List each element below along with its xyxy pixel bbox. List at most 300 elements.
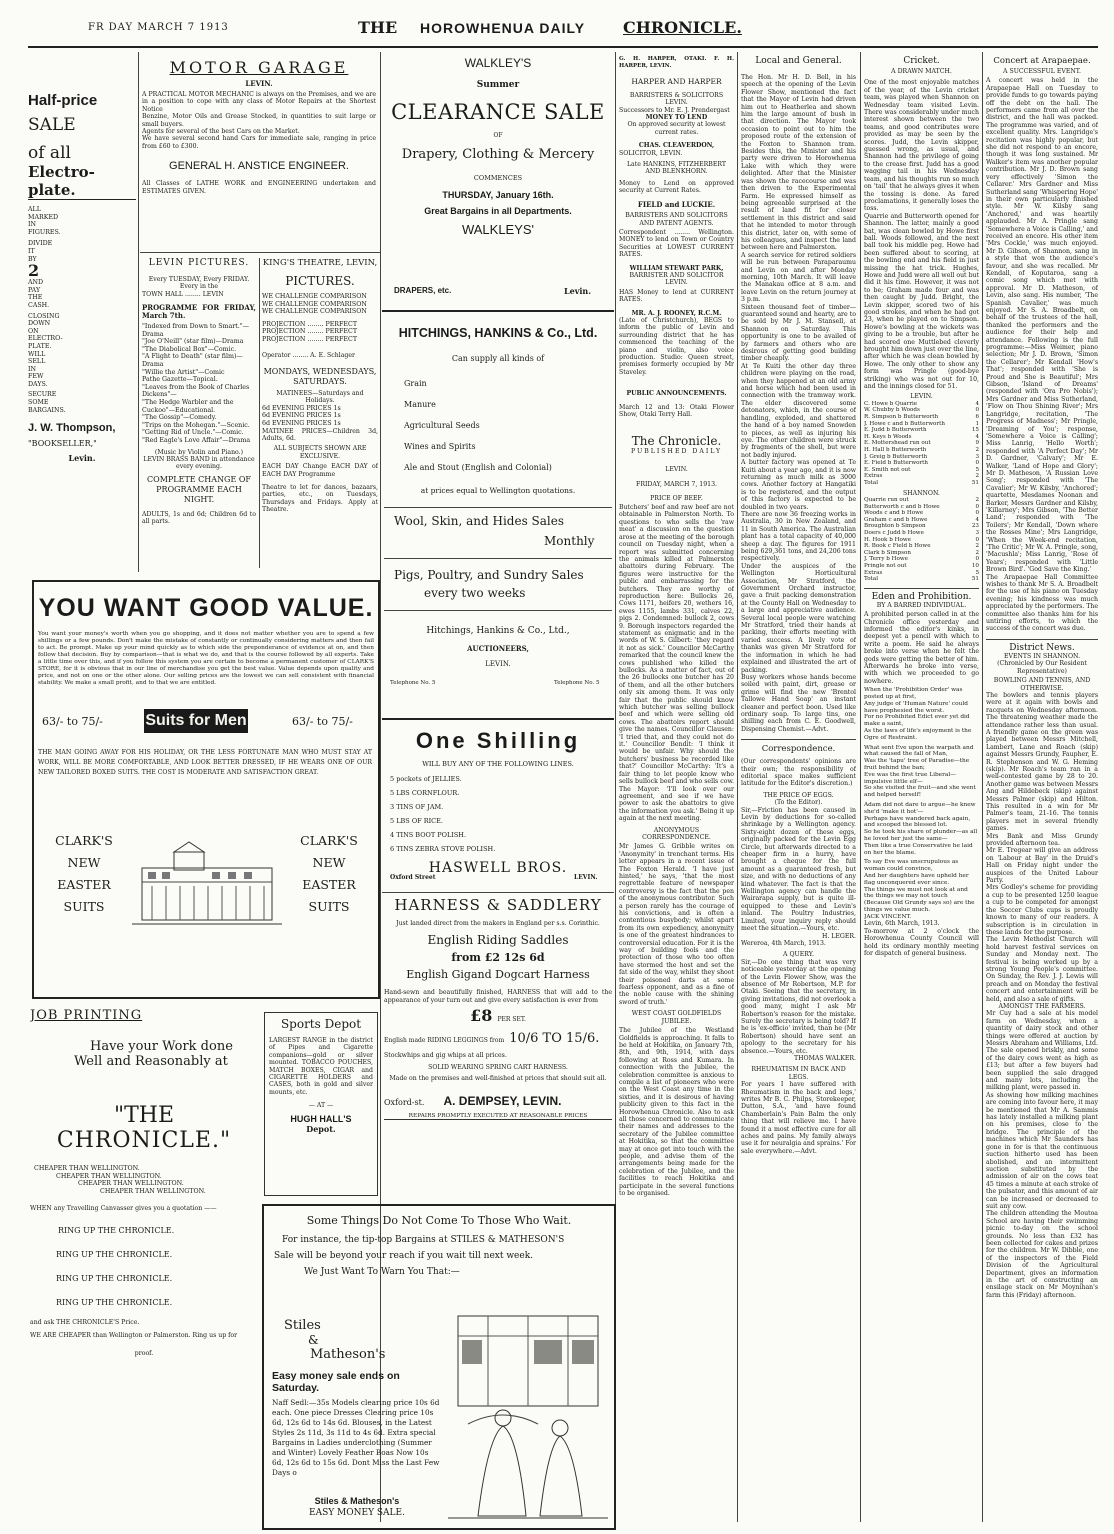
haswell-bros: HASWELL BROS. xyxy=(428,860,568,876)
local-body3: Sixteen thousand feet of timber—guaranteed sound and hearty, are to be sold by Mr J. M. Stansell, at Shannon on Saturday. This opportunity is one to be availed of by farmers and others who are desirous of getting good building timber cheaply. xyxy=(741,303,856,363)
stiles-body: Naff Sedl:—35s Models clearing price 10s 6d each. One piece Dresses Clearing price 10s 6d, 12s 6d to 14s 6d. Blouses, in the Latest Styles 2s 11d, 3s 11d to 4s 6d. Extra special Bargains in Ladies underclothing (Summer and Winter) Lovely Feather Boas Now 10s 6d, 12s 6d to 15s 6d. Dont Miss the Last Few Days o xyxy=(272,1398,440,1477)
concert-sub: A SUCCESSFUL EVENT. xyxy=(1003,68,1081,75)
batsman-runs: 3 xyxy=(975,529,979,536)
cricket-title: Cricket. xyxy=(903,56,940,66)
batsman-name: Total xyxy=(864,480,879,486)
coalfields-title: WEST COAST GOLDFIELDS JUBILEE. xyxy=(631,1010,722,1025)
local-title: Local and General. xyxy=(755,56,842,66)
levin-score-row xyxy=(864,454,979,461)
hitchings-telephone-left: Telephone No. 5 xyxy=(390,680,436,686)
job-cheaper-final: WE ARE CHEAPER than Wellington or Palmerston. Ring us up for xyxy=(30,1332,238,1340)
harness-sign xyxy=(384,1090,612,1109)
stiles-line3: We Just Want To Warn You That:— xyxy=(304,1267,460,1277)
chronicle-town: LEVIN. xyxy=(665,465,688,473)
cricket-column xyxy=(864,56,979,1522)
job-line2: Well and Reasonably at xyxy=(74,1054,228,1069)
eggs-sign: H. LEGER. xyxy=(821,932,856,940)
harness-oxford: Oxford-st. xyxy=(384,1098,425,1108)
job-chronicle: CHRONICLE." xyxy=(56,1128,232,1153)
harness-leggings-price: 10/6 TO 15/6. xyxy=(509,1031,600,1047)
thompson-name: J. W. Thompson, xyxy=(28,422,116,435)
eden-poem xyxy=(864,687,979,920)
batsman-runs: 4 xyxy=(975,516,979,523)
poem-line: JACK VINCENT. xyxy=(864,913,912,920)
thompson-trade: "BOOKSELLER," xyxy=(28,439,97,449)
stiles-logo: Stiles & Matheson's xyxy=(284,1318,386,1362)
poem-line: Was the 'tapu' tree of Paradise—the fruit behind the ban; xyxy=(864,758,970,771)
local-body7: Under the auspices of the Wellington Horticultural Association, Mr Stratford, the Government Orchard instructor, gave a fruit packing demonstration at the County Hall on Wednesday to a large and appreciative audience. Several local people were watching Mr Stratford, tried their hands at packing, their efforts meeting with varied success. A lively vote of thanks was given Mr Stratford for the information in which he had explained and illustrated the art of packing. xyxy=(741,562,856,674)
eden-sub: BY A BARRED INDIVIDUAL. xyxy=(876,601,967,609)
batsman-name: J. Howe c and b Butterworth xyxy=(864,420,945,427)
rooney-body: (Late of Christchurch), BEGS to inform the public of Levin and surrounding district that he has commenced the teaching of the piano and violin, also voice production. Studio: Queen street, premises formerly occupied by Mr Staveley. xyxy=(619,316,734,376)
levin-score-row xyxy=(864,467,979,474)
batsman-name: Butterworth c and b Howe xyxy=(864,503,940,510)
concert-body: A concert was held in the Arapaepae Hall on Tuesday to provide funds to go towards paying off the debt on the hall. The performers came from all over the district, and the hall was packed. The programme was varied, and of excellent quality. Mrs. Langridge's recitation was highly popular, but she did not respond to an encore, though it was long sustained. Mr Walker's item was another popular contribution. Mr J. D. Brown sang very effectively 'Simon the Cellarer.' Mrs Gardner and Miss Sutherland sang 'Whispering Hope' in their own particularly finished style. Mr W. Kilsby sang 'Anchored,' and was heartily applauded. Mr A. Pringle sang 'Somewhere a Voice is Calling,' and received an encore. His other item 'Mrs Cockle,' was much enjoyed. Mr D. Gibson, of Shannon, sang in a style that won the audience's favour, and she was recalled. Mr Kendall, of Koputaroa, sang a comic song which met with approval. Mr D. Matheson, of Levin, also sang. His number, 'The Spanish Cavalier,' was much enjoyed. Mr S. A. Broadbelt, on behalf of the trustees of the hall, thanked the performers and the audience for their help and attendance. Following is the full programme:—Miss Weimer, piano selection; Mr J. D. Brown, 'Simon the Cellarer'; Mr Kendall 'How's That'; responded with 'She is Proud and She is Beautiful'; Mrs Gibson, 'Island of Dreams' (responded with 'Ora Pro Nobis'); Mrs Gardner and Miss Sutherland, 'Flow on Thou Shining River'; Mrs Langridge, recitation, 'The Progress of Madness'; Mr Pringle, 'Dreaming of You'; response, 'Somewhere a Voice is Calling'; Miss Lanrig, 'Hello Worth'; responded with 'A Perfect Day'; Mr D. Gardner, 'Calvary'; Mr E. Walker, 'Land of Hope and Glory'; Mr D. Matheson, 'A Russian Love Song'; responded with 'The Cavalier'; Mr W. Kilsby, 'Anchored'; quartette, Mesdames Noonan and Barker, Messrs Gardner and Kilsby, 'Killarney'; Mrs Gibson, 'The Better Land'; responded with 'The Toilers'; Mr Kendall, 'Down where the Rosses Mine'; Mrs Langridge, 'When the Week-end recitation, 'The Critic'; Mr W. A. Pringle, song, 'Macushla'; Miss Lanrig, 'Rose of Years'; responded with 'Little Brown Bird'. 'God Save the King.' xyxy=(986,77,1098,574)
levin-pictures-items: "Indexed from Down to Smart."— Drama "Joe O'Neill" (star film)—Drama "The Diabolical Box"—Comic. "A Flight to Death" (star film)— Drama "Willie the Artist"—Comic Pathe Gazette—Topical. "Leaves from the Book of Charles Dickens"— "The Hedge Warbler and the Cuckoo"—Educational. "The Gossip"—Comedy. "Trips on the Mohegan."—Scenic. "Getting Rid of Uncle."—Comic. "Red Eagle's Love Affair"—Drama xyxy=(142,323,251,444)
sale: SALE xyxy=(28,115,76,135)
col-rule-6 xyxy=(982,52,983,1522)
batsman-name: Graham c and b Howe xyxy=(864,516,928,523)
hitchings-levin: LEVIN. xyxy=(485,660,511,668)
stiles-line2: Sale will be beyond your reach if you wait till next week. xyxy=(274,1251,534,1261)
walkley-date: THURSDAY, January 16th. xyxy=(442,190,554,200)
batsman-runs: 2 xyxy=(975,473,979,480)
batsman-runs: 15 xyxy=(971,427,979,434)
public-body: March 12 and 13: Otaki Flower Show, Otaki Terry Hall. xyxy=(619,403,734,419)
concert-title: Concert at Arapaepae. xyxy=(993,56,1091,66)
hitchings-monthly: Monthly xyxy=(544,534,595,548)
harness-landed: Just landed direct from the makers in England per s.s. Corinthic. xyxy=(396,920,600,927)
cricket-shannon-title: SHANNON. xyxy=(903,489,940,497)
divider xyxy=(384,507,612,508)
job-ring-list: RING UP THE CHRONICLE. RING UP THE CHRONICLE. RING UP THE CHRONICLE. RING UP THE CHRONICLE. xyxy=(56,1225,175,1307)
batsman-runs: 5 xyxy=(975,466,979,473)
rheum-title: RHEUMATISM IN BACK AND LEGS. xyxy=(751,1066,846,1081)
coalfields-body: The Jubilee of the Westland Goldfields is approaching. It falls to be held at Hokitika, on January 7th, 8th, and 9th, 1914, with days following at Ross and Kumara. In connection with the Jubilee, the celebration committee is anxious to compile a list of pioneers who were on the West Coast any time in the sixties, and it is desirous of having publicity given to this fact in the Horowhenua Chronicle. Also to ask all those concerned to communicate their names and addresses to the secretary of the Jubilee committee at Hokitika, so that the committee may at once get into touch with the people, and advise them of the arrangements being made for the celebration of the Jubilee, and the facilities to reach Hokitika and participate in the several functions to be organised. xyxy=(619,1027,734,1198)
batsman-runs: 1 xyxy=(975,420,979,427)
thompson-small-lines: ALL MARKED IN FIGURES. DIVIDE IT BY xyxy=(28,206,61,263)
levin-score-row xyxy=(864,401,979,408)
district-body: The bowlers and tennis players were at it again with bowls and racquets on Wednesday afternoon. The threatening weather made the attendance rather less than usual. A friendly game on the green was played between Messrs Mitchell, Lambert, Lane and Roach (skip) against Messrs Grundy, Faupher, E. R. Stephenson and W. G. Heming (skip). Mr Roach's team ran in a well-contested game by 28 to 20. Another game was between Messrs Ang and Hildebeck (skip) against Messrs Palmer (skip) and Hilton. This resulted in a win for Mr Palmer's team, 21-16. The tennis players met in several friendly games. xyxy=(986,691,1098,833)
hitchings-wool: Wool, Skin, and Hides Sales xyxy=(394,514,565,528)
poem-line: When the 'Prohibition Order' was posted up at first, xyxy=(864,687,963,700)
batsman-runs: 0 xyxy=(975,556,979,563)
local-body2: A search service for retired soldiers will be run between Paraparaumu and Levin on and after Monday morning, 10th March. It will leave the Manakau office at 8 a.m. and leave Levin on the return journey at 3 p.m. xyxy=(741,251,856,304)
store-illustration xyxy=(132,838,282,928)
district-sub: EVENTS IN SHANNON. xyxy=(1003,652,1081,660)
walkley-clearance: CLEARANCE SALE xyxy=(391,100,605,124)
harness-from: from £2 12s 6d xyxy=(451,951,545,965)
eden-title: Eden and Prohibition. xyxy=(864,588,979,602)
poem-line: And her daughters have upheld her flag unconquered ever since. xyxy=(864,872,969,886)
concert-thanks: The Arapaepae Hall Committee wishes to thank Mr S. A. Broadbelt for the use of his piano on Tuesday evening; his kindness was much appreciated by the performers. The committee also thanks him for his untiring efforts, to which the success of the concert was due. xyxy=(986,573,1098,633)
levin-score-row xyxy=(864,407,979,414)
district-body7: As showing how milking machines are coming into favour here, it may be mentioned that Mr A. Sammis has lately installed a milking plant on his premises, close to the bridge. The principle of the machines which Mr Saunders has gone in for is that the continuous suction hitherto used has been abolished, and an intermittent suction substituted by the admission of air on the cows teat 45 times a minute at each stroke of the pulsator, and this amount of air can be increased or decreased to suit any cow. xyxy=(986,1091,1098,1210)
motor-footer: All Classes of LATHE WORK and ENGINEERING undertaken and ESTIMATES GIVEN. xyxy=(142,180,376,195)
divider xyxy=(259,258,260,568)
batsman-runs: 2 xyxy=(975,549,979,556)
district-farmers: AMONGST THE FARMERS. xyxy=(998,1002,1086,1010)
shannon-score-row xyxy=(864,517,979,524)
sports-depot: Depot. xyxy=(306,1123,336,1134)
divider xyxy=(384,610,612,611)
batsman-name: E. Mottershead run out xyxy=(864,440,931,447)
divider xyxy=(382,310,614,312)
shannon-score-row xyxy=(864,530,979,537)
district-body3: Mr E. Tregear will give an address on 'Labour at Bay' in the Druid's Hall on Friday night under the auspices of the United Labour Party. xyxy=(986,847,1098,885)
kings-projection: PROJECTION ........ PERFECT PROJECTION ........ PERFECT PROJECTION ........ PERFECT xyxy=(262,320,358,343)
harper-money: MONEY TO LEND xyxy=(645,114,708,122)
batsman-name: Extras xyxy=(864,569,883,576)
haswell-levin: LEVIN. xyxy=(574,874,598,881)
shannon-score-row xyxy=(864,543,979,550)
harness-price: £8 xyxy=(470,1006,493,1026)
harness-title: HARNESS & SADDLERY xyxy=(394,896,602,914)
walkley-goods: Drapery, Clothing & Mercery xyxy=(401,147,595,162)
batsman-runs: 2 xyxy=(975,497,979,503)
batsman-name: E. Field b Butterworth xyxy=(864,460,929,467)
job-when: WHEN any Travelling Canvasser gives you a quotation —— xyxy=(30,1205,217,1213)
batsman-name: H. Hall b Butterworth xyxy=(864,447,927,454)
shannon-score-row xyxy=(864,576,979,583)
clarks-easter-left: CLARK'S NEW EASTER SUITS xyxy=(55,833,113,914)
levin-pictures-title: LEVIN PICTURES. xyxy=(148,258,250,268)
stiles-line1: For instance, the tip-top Bargains at STILES & MATHESON'S xyxy=(282,1235,565,1245)
poem-line: Then like a true Conservative he laid on her the blame. xyxy=(864,842,973,856)
levin-pictures-programme: PROGRAMME FOR FRIDAY, March 7th. xyxy=(142,303,256,320)
public-announcements: PUBLIC ANNOUNCEMENTS. xyxy=(626,390,727,398)
thompson-pay-lines: AND PAY THE CASH. CLOSING DOWN ON ELECTRO- PLATE. WILL SELL IN FEW DAYS. SECURE SOME BARGAINS. xyxy=(28,279,66,414)
motor-p2: Benzine, Motor Oils and Grease Stocked, in quantities to suit large or small buyers. xyxy=(142,113,376,128)
local-body5: A butter factory was opened at Te Kuiti about a year ago, and it is now returning as much milk as 3000 cows. Another factory at Hangatiki is to be registered, and the output of this factory is expected to be doubled in two years. xyxy=(741,459,856,511)
job-line1: Have your Work done xyxy=(90,1039,233,1054)
chronicle-date: FRIDAY, MARCH 7, 1913. xyxy=(636,481,717,489)
hitchings-supply: Can supply all kinds of xyxy=(451,354,545,363)
batsman-runs: 0 xyxy=(975,460,979,467)
cricket-body2: Quarrie and Butterworth opened for Shannon. The latter, mainly a good bat, was clean bowled by Howe first ball. Woods followed, and the next ball took his middle peg. Howe had been suffered about to scoring, at the bowling end and his field in just missing the hat trick. Hughes, Howe and Judd were all well out but did it his time. However, it was not to be; Graham made four and was then caught by Judd. Bright, the Levin skipper, scored two of his good strokes, and when he had got 23, when he played on to Simpson. Howe's bowling at the wickets was giving to be a trouble, but after he had scored one Muttlebed cleverly brought him down just over the line, after which he was clean bowled by Howe. The only other to show any form was Pringle (good-bye striking) who was not out for 10, and the innings closed for 51. xyxy=(864,212,979,391)
batsman-name: R. Book c Field b Howe xyxy=(864,543,931,550)
shilling-sub: WILL BUY ANY OF THE FOLLOWING LINES. xyxy=(422,760,574,768)
eggs-to: (To the Editor). xyxy=(774,799,823,807)
batsman-runs: 0 xyxy=(975,536,979,543)
rheum-body: For years I have suffered with Rheumatism in the back and legs,' writes Mr B. C. Philps, Storekeeper, Dutton, S.A., 'and have found Chamberlain's Pain Balm the only thing that will relieve me. I have found it a most effective cure for all aches and pains. My family always use it for neuralgia and sprains.' For sale everywhere.—Advt. xyxy=(741,1081,856,1155)
stiles-footer2: EASY MONEY SALE. xyxy=(309,1508,405,1518)
levin-score-row xyxy=(864,434,979,441)
harness-leggings: English made RIDING LEGGINGS from xyxy=(384,1037,505,1045)
poem-line: The things we must not look at and the things we may not touch xyxy=(864,886,968,900)
poem-line: Adam did not dare to argue—he knew she'd 'make it hot'— xyxy=(864,801,976,815)
poem-line: As the laws of life's enjoyment is the Ogre of Restraint. xyxy=(864,727,972,741)
levin-pictures-change: COMPLETE CHANGE OF PROGRAMME EACH NIGHT. xyxy=(147,474,251,504)
park-body: HAS Money to lend at CURRENT RATES. xyxy=(619,288,734,304)
park: WILLIAM STEWART PARK, xyxy=(629,264,724,272)
batsman-runs: 2 xyxy=(975,543,979,550)
batsman-name: Total xyxy=(864,576,879,583)
levin-pictures-adults: ADULTS, 1s and 6d; Children 6d to all parts. xyxy=(142,510,256,526)
batsman-name: J. Terry b Howe xyxy=(864,556,908,563)
batsman-name: Extras xyxy=(864,473,883,480)
hitchings-prices: at prices equal to Wellington quotations. xyxy=(420,486,576,495)
job-ask: and ask THE CHRONICLE'S Price. xyxy=(30,1318,140,1326)
store-front-illustration xyxy=(448,1306,608,1521)
corr-title: Correspondence. xyxy=(741,739,856,754)
stiles-easy: Easy money sale ends on Saturday. xyxy=(272,1370,400,1394)
sports-body: LARGEST RANGE in the district of Pipes and Cigarette companions—gold or silver mounted. TOBACCO POUCHES, MATCH BOXES, CIGAR and CIGARETTE HOLDERS and CASES, both in gold and silver mounts, etc. xyxy=(269,1037,373,1096)
clarks-title: YOU WANT GOOD VALUE. xyxy=(38,594,374,622)
haswell-oxford: Oxford Street xyxy=(390,874,436,881)
hitchings-title: HITCHINGS, HANKINS & Co., Ltd. xyxy=(398,326,598,340)
thompson-town: Levin. xyxy=(68,453,96,464)
cricket-body: One of the most enjoyable matches of the year, of the Levin cricket team, was played when Shannon on Wednesday team visited Levin. There was considerably under much interest shown between the two teams, and good contributes were provided as may be seen by the scores. Judd, the Levin skipper, guessed wrong, as usual, and Shannon had the privilege of going to the crease first. Judd has a good wagging tail in his Wednesday team, and his thoughts run so much on 'tail' that he always gives it when the tossing is done. As fared proclamations, it generally loses the toss. xyxy=(864,79,979,213)
levin-score-row xyxy=(864,427,979,434)
hitchings-telephone-right: Telephone No. 5 xyxy=(554,680,600,686)
beef-title: PRICE OF BEEF. xyxy=(650,494,703,502)
hankins-late: Late HANKINS, FITZHERBERT AND BLENKHORN. xyxy=(626,161,727,176)
electro-plate: Electro-plate. xyxy=(28,163,136,200)
batsman-runs: 51 xyxy=(971,480,979,486)
job-printing-ad xyxy=(30,1008,258,1508)
poem-line: What sent Eve upon the warpath and what caused the fall of Man, xyxy=(864,744,974,758)
poem-line: Any judge of 'Human Nature' could have prophesied the worst. xyxy=(864,700,968,714)
levin-pictures-hall: TOWN HALL ........ LEVIN xyxy=(142,290,224,298)
kings-prices: 6d EVENING PRICES 1s 6d EVENING PRICES 1s 6d EVENING PRICES 1s xyxy=(262,404,341,427)
kings-matinees: MATINEES—Saturdays and Holidays. xyxy=(276,389,364,405)
batsman-runs: 5 xyxy=(975,569,979,576)
district-from: (Chronicled by Our Resident Representative) xyxy=(997,660,1087,675)
harness-p1: Hand-sewn and beautifully finished, HARNESS that will add to the appearance of your turn out and give every satisfaction is ever from xyxy=(384,989,612,1004)
district-body4: Mrs Godley's scheme for providing a cup to be presented 1250 league a cup to be competed for amongst the Soccer Clubs cups is proudly known to many of our readers. A subscription is in circulation in these lands for the purpose. xyxy=(986,884,1098,936)
clarks-easter-right: CLARK'S NEW EASTER SUITS xyxy=(300,833,358,914)
cricket-sub: A DRAWN MATCH. xyxy=(891,68,952,75)
kings-days: MONDAYS, WEDNESDAYS, SATURDAYS. xyxy=(263,366,377,386)
shannon-score-row xyxy=(864,570,979,577)
shilling-items: 5 pockets of JELLIES. 5 LBS CORNFLOUR. 3 TINS OF JAM. 5 LBS OF RICE. 4 TINS BOOT POLISH. 6 TINS ZEBRA STOVE POLISH. xyxy=(390,775,496,853)
kings-sub: PICTURES. xyxy=(285,274,355,288)
walkley-bargains: Great Bargains in all Departments. xyxy=(424,206,572,216)
masthead-the: THE xyxy=(358,18,398,37)
masthead-date: FR DAY MARCH 7 1913 xyxy=(88,22,229,33)
local-body1: The Hon. Mr H. D. Bell, in his speech at the opening of the Levin Flower Show, mentioned the fact that the Mayor of Levin had driven him out to Heatherlea and shown him the large amount of bush in that direction. The Mayor took occasion to point out to him the proposed route of the extension of the Foxton to Shannon tram. Besides this, the Minister and his party were driven to Horowhenua Lake with which they were delighted. After that the Minister was shown the racecourse and was then driven to the Experimental Farm. He expressed himself as being agreeable surprised at the result of land fit for closer settlement in this district and said that he intended to motor through this district, later on, with some of his colleagues, and inspect the land between here and Palmerston. xyxy=(741,74,856,252)
batsman-runs: 3 xyxy=(975,453,979,460)
motor-p3: Agents for several of the best Cars on the Market. xyxy=(142,128,300,136)
levin-score-row xyxy=(864,414,979,421)
divider xyxy=(382,718,614,720)
batsman-name: E. Judd b Butterworth xyxy=(864,427,927,434)
masthead xyxy=(28,18,1098,44)
shannon-score-row xyxy=(864,510,979,517)
clarks-price-left: 63/- to 75/- xyxy=(42,715,103,728)
local-body8: Busy workers whose hands become soiled with paint, dirt, grease or grime will find the new 'Brentol Tallowe Hand Soap' an instant cleaner and perfect boon. Used like ordinary soap. To large tins, one shilling each from C. E. Goodwell, Dispensing Chemist.—Advt. xyxy=(741,673,856,733)
half-price: Half-price xyxy=(28,92,98,109)
harper-successors: Successors to Mr. E. J. Prendergast xyxy=(619,106,730,114)
shannon-score-row xyxy=(864,523,979,530)
col-rule-5 xyxy=(860,52,861,1522)
stiles-title: Some Things Do Not Come To Those Who Wait. xyxy=(306,1214,572,1227)
harness-saddles: English Riding Saddles xyxy=(427,933,569,948)
eden-date: Levin, 6th March, 1913. xyxy=(864,920,940,928)
batsman-runs: 9 xyxy=(975,440,979,447)
concert-column xyxy=(986,56,1098,1522)
district-body5: The Levin Methodist Church will hold harvest festival services on Sunday and Monday next. The festival is being worked up by a strong Young People's committee. On Sunday, the Rev. J. J. Lewis will preach and on Monday the festival concert and entertainment will be held, and also a sale of gifts. xyxy=(986,936,1098,1003)
cricket-shannon-table xyxy=(864,497,979,583)
harness-dempsey: A. DEMPSEY, LEVIN. xyxy=(443,1094,562,1109)
job-proof: proof. xyxy=(134,1349,154,1357)
local-general-column xyxy=(741,56,856,1522)
batsman-runs: 0 xyxy=(975,510,979,517)
eggs-title: THE PRICE OF EGGS. xyxy=(763,791,834,799)
batsman-name: J. Greig b Butterworth xyxy=(864,453,928,460)
chronicle-title: The Chronicle. xyxy=(631,434,722,449)
divider xyxy=(382,892,614,893)
walkley-of: OF xyxy=(493,132,503,139)
harness-per-set: PER SET. xyxy=(497,1016,526,1024)
divider xyxy=(384,558,612,559)
batsman-name: Woods c and b Howe xyxy=(864,510,924,517)
batsman-runs: 4 xyxy=(975,433,979,440)
corr-note: (Our correspondents' opinions are their own; the responsibility of editorial space makes sufficient latitude for the Editor's discretion.) xyxy=(741,758,856,788)
cricket-levin-title: LEVIN. xyxy=(910,393,933,401)
levin-pictures-music: (Music by Violin and Piano.) xyxy=(154,448,244,456)
harness-price-row xyxy=(384,1006,612,1025)
batsman-name: Quarrie run out xyxy=(864,497,909,503)
hitchings-every: every two weeks xyxy=(424,586,526,600)
district-body2: Mrs Bank and Miss Grundy provided afternoon tea. xyxy=(986,832,1098,848)
levin-pictures-band: LEVIN BRASS BAND in attendance every evening. xyxy=(143,455,255,471)
clarks-holiday: THE MAN GOING AWAY FOR HIS HOLIDAY, OR THE LESS FORTUNATE MAN WHO MUST STAY AT WORK, WILL BE MORE COMFORTABLE, AND LOOK BETTER DRESSED, IF HE WEARS ONE OF OUR NEW TAILORED BOXED SUITS. THE COST IS MODERATE AND SATISFACTION GREAT. xyxy=(38,749,372,776)
levin-pictures-every: Every TUESDAY, Every FRIDAY. Every in the xyxy=(148,276,250,291)
harness-made: Made on the premises and well-finished at prices that should suit all. xyxy=(389,1075,607,1083)
harness-gigand: English Gigand Dogcart Harness xyxy=(406,968,590,982)
shannon-score-row xyxy=(864,556,979,563)
walkley-levin: Levin. xyxy=(564,286,592,296)
clarks-price-right: 63/- to 75/- xyxy=(292,715,353,728)
cleaverdon: CHAS. CLEAVERDON, xyxy=(638,142,715,150)
stiles-footer1: Stiles & Matheson's xyxy=(314,1496,400,1506)
harness-repairs: REPAIRS PROMPTLY EXECUTED AT REASONABLE PRICES xyxy=(384,1113,612,1120)
kings-matinee-prices: MATINEE PRICES—Children 3d, Adults, 6d. xyxy=(262,427,378,442)
harper-sub: BARRISTERS & SOLICITORS xyxy=(629,91,724,99)
hitchings-pigs: Pigs, Poultry, and Sundry Sales xyxy=(394,568,584,582)
eden-tomorrow: To-morrow at 2 o'clock the Horowhenua County Council will hold its ordinary monthly meeting for dispatch of general business. xyxy=(864,927,979,958)
batsman-runs: 0 xyxy=(975,407,979,414)
hitchings-auctioneers: AUCTIONEERS, xyxy=(467,644,529,653)
kings-theatre-ad xyxy=(262,258,378,568)
levin-score-row xyxy=(864,421,979,428)
job-the: "THE xyxy=(113,1103,175,1128)
poem-line: For no Prohibited Edict ever yet did make a saint, xyxy=(864,714,970,728)
motor-town: LEVIN. xyxy=(245,79,273,88)
query-sign: THOMAS WALKER. xyxy=(794,1055,856,1062)
clarks-ad xyxy=(32,580,380,999)
levin-score-row xyxy=(864,473,979,480)
batsman-runs: 23 xyxy=(971,523,979,530)
kings-operator: Operator ........ A. E. Schlager xyxy=(262,351,355,359)
harper-town: LEVIN. xyxy=(665,99,688,107)
stiles-ad xyxy=(262,1204,616,1530)
masthead-chronicle: CHRONICLE. xyxy=(623,18,742,37)
cricket-levin-table xyxy=(864,401,979,487)
batsman-runs: 4 xyxy=(975,400,979,407)
harness-stock: Stockwhips and gig whips at all prices. xyxy=(384,1052,507,1060)
sports-hugh: HUGH HALL'S xyxy=(290,1113,352,1124)
motor-title: MOTOR GARAGE xyxy=(169,58,349,77)
sports-depot-ad xyxy=(264,1012,378,1196)
district-title: District News. xyxy=(986,639,1098,653)
sports-at: — AT — xyxy=(308,1102,334,1110)
masthead-title: HOROWHENUA DAILY xyxy=(420,20,586,36)
shilling-ad xyxy=(384,722,612,888)
local-body4: At Te Kuiti the other day three children were playing on the road, when they happened at an old army and horse which had been used in connection with the tramway work. The elder discovered some detonators, which, in the course of handling, exploded, and shattered the hand of a boy named Snowden to pieces, as well as injuring his eye. The other children were struck by fragments of the shell, but were not badly injured. xyxy=(741,362,856,459)
shannon-score-row xyxy=(864,563,979,570)
harness-ad xyxy=(384,896,612,1196)
kings-change: EACH DAY Change EACH DAY of EACH DAY Programme xyxy=(262,463,378,478)
district-bowling: BOWLING AND TENNIS, AND OTHERWISE. xyxy=(993,677,1091,692)
eden-body: A prohibited person called in at the Chronicle office yesterday and informed the editor's kinks, in deepest yet a pencil with which to write a poem. He said he always broke into verse when he felt the gods were getting the better of him. Afterwards he broke into verse, with which we proceeded to go nowhere. xyxy=(864,611,979,685)
batsman-name: E. Smith not out xyxy=(864,466,911,473)
kings-all-subjects: ALL SUBJECTS SHOWN ARE EXCLUSIVE. xyxy=(273,445,367,460)
walkley-ad xyxy=(384,56,612,306)
poem-line: To say Eve was unscrupulous as woman could convince, xyxy=(864,859,959,873)
motor-garage-ad xyxy=(142,58,376,250)
walkley-drapers: DRAPERS, etc. xyxy=(394,286,452,295)
levin-pictures-ad xyxy=(142,258,256,568)
masthead-rule xyxy=(28,46,1098,48)
batsman-name: Doers c Judd b Howe xyxy=(864,529,924,536)
poem-line: Perhaps have wandered back again, and scooped the blessed lot. xyxy=(864,815,971,829)
hitchings-items: Grain Manure Agricultural Seeds Wines and Spirits Ale and Stout (English and Colonial) xyxy=(404,379,552,472)
batsman-name: H. Keys b Woods xyxy=(864,433,912,440)
batsman-name: H. Hook b Howe xyxy=(864,536,911,543)
levin-score-row xyxy=(864,480,979,487)
poem-line: (Because Old Grundy says so) are the things we value much. xyxy=(864,900,975,913)
batsman-runs: 0 xyxy=(975,503,979,510)
shannon-score-row xyxy=(864,550,979,557)
park-sub: BARRISTER AND SOLICITOR LEVIN. xyxy=(629,271,724,287)
rooney: MR. A. J. ROONEY, R.C.M. xyxy=(631,309,722,317)
divider xyxy=(140,252,380,253)
motor-engineer: GENERAL H. ANSTICE ENGINEER. xyxy=(169,160,349,173)
beef-body: Butchers' beef and raw beef are not obtainable in Palmerston North. To questions to who sells the 'raw meat' a discussion on the question arose at the meeting of the borough council on Tuesday night, when a report was submitted concerning the animals killed at Palmerston abattoirs during February. The figures were instructive for the public and embarrassing for the butchers. They are worthy of reproduction here: Bullocks 26, Cows 1171, heifers 20, wethers 16, ewes 1155, lambs 331, calves 22, pigs 2. Condemned: bullock 2, cows 9. Borough inspectors regarded the statement as enigmatic and in the words of W. S. Gilbert: 'they regard it not as sick.' Councillor McCarthy remarked that the council knew the cows published who killed the bullocks. As a matter of fact, out of the 26 bullocks one butcher has 20 of them, and all the other butchers only six among them. It was only fair that the public should know which butcher was selling bullock beef and which were selling old cows. The abattoirs report should give the names. Councillor Clausen: 'I tried that, and they could not do it.' Councillor Bendit: 'I think it would be unfair. Why should the butchers' business be recorded like that?' Councillor McCarthy: 'It's a fair thing to let people know who sells bullock beef and who sells cow. The Mayor: 'I'll look over our agreement, and see if we have power to ask the abattoirs to give the information you ask.' Being it up again at the next meeting. xyxy=(619,504,734,823)
col-rule-4 xyxy=(737,52,738,1522)
batsman-runs: 51 xyxy=(971,576,979,583)
cleaverdon-sub: SOLICITOR, LEVIN. xyxy=(619,149,683,157)
poem-line: So he took his share of plunder—as all he loved her just the same— xyxy=(864,829,978,842)
batsman-runs: 2 xyxy=(975,447,979,454)
field-sub: BARRISTERS AND SOLICITORS AND PATENT AGENTS. xyxy=(625,212,728,227)
col-rule-1 xyxy=(138,52,139,572)
local-body6: There are now 36 freezing works in Australia, 30 in New Zealand, and 11 in South America. The Australian plant has a total capacity of 40,000 sheep a day. The figures for 1911 being 629,361 tons, and 24,206 tons respectively. xyxy=(741,510,856,563)
thompson-two: 2 xyxy=(28,261,40,281)
eggs-body: Sir,—Friction has been caused in Levin by deductions for so-called shrinkage by a Wellington agency. Sixty-eight dozen of these eggs, originally packed for the Levin Egg Circle, but afterwards directed to a cheaper firm in a hurry, have brought a cheque for the full amount as a guaranteed fresh, but size, and with no deductions of any kind whatever. The fact is that the Wellington agency can handle the Wairarapa supply, but is quite ill-equipped to these and Levin's inland. The Poultry Industries, Limited, your inquiry reply should meet the situation.—Yours, etc. xyxy=(741,806,856,933)
walkley-commences: COMMENCES xyxy=(473,174,523,182)
clarks-suits-for-men: Suits for Men xyxy=(144,709,248,733)
shannon-score-row xyxy=(864,497,979,504)
kings-theatre-let: Theatre to let for dances, bazaars, parties, etc., on Tuesdays, Thursdays and Fridays. Apply at Theatre. xyxy=(262,484,378,514)
batsman-name: Broughton b Simpson xyxy=(864,523,926,530)
harness-leggings-row xyxy=(384,1027,612,1046)
batsman-name: Clark b Simpson xyxy=(864,549,911,556)
legal-column xyxy=(619,56,734,1522)
eggs-place: Wereroa, 4th March, 1913. xyxy=(741,939,826,947)
harper-names: G. H. HARPER, OTAKI. F. H. HARPER, LEVIN. xyxy=(619,56,734,70)
levin-score-row xyxy=(864,440,979,447)
kings-challenge: WE CHALLENGE COMPARISON WE CHALLENGE COMPARISON WE CHALLENGE COMPARISON xyxy=(262,293,367,316)
shilling-title: One Shilling xyxy=(415,728,581,753)
batsman-name: W. Chubby b Woods xyxy=(864,407,920,414)
district-body8: The children attending the Moutoa School are having their swimming picnic to-day on the school grounds. No less than £32 has been collected for cakes and prizes for the children. Mr W. Dibble, one of the inspectors of the Field Division of the Agricultural Department, gives an information in the art of constructing an ensilage stack on Mr Moynihan's farm this (Friday) afternoon. xyxy=(986,1210,1098,1299)
field-body: Correspondent ........ Wellington. MONEY to lend on Town or Country Securities at LOWEST CURRENT RATES. xyxy=(619,228,734,259)
job-cheaper: CHEAPER THAN WELLINGTON. CHEAPER THAN WELLINGTON. CHEAPER THAN WELLINGTON. CHEAPER THAN WELLINGTON. xyxy=(34,1165,206,1195)
